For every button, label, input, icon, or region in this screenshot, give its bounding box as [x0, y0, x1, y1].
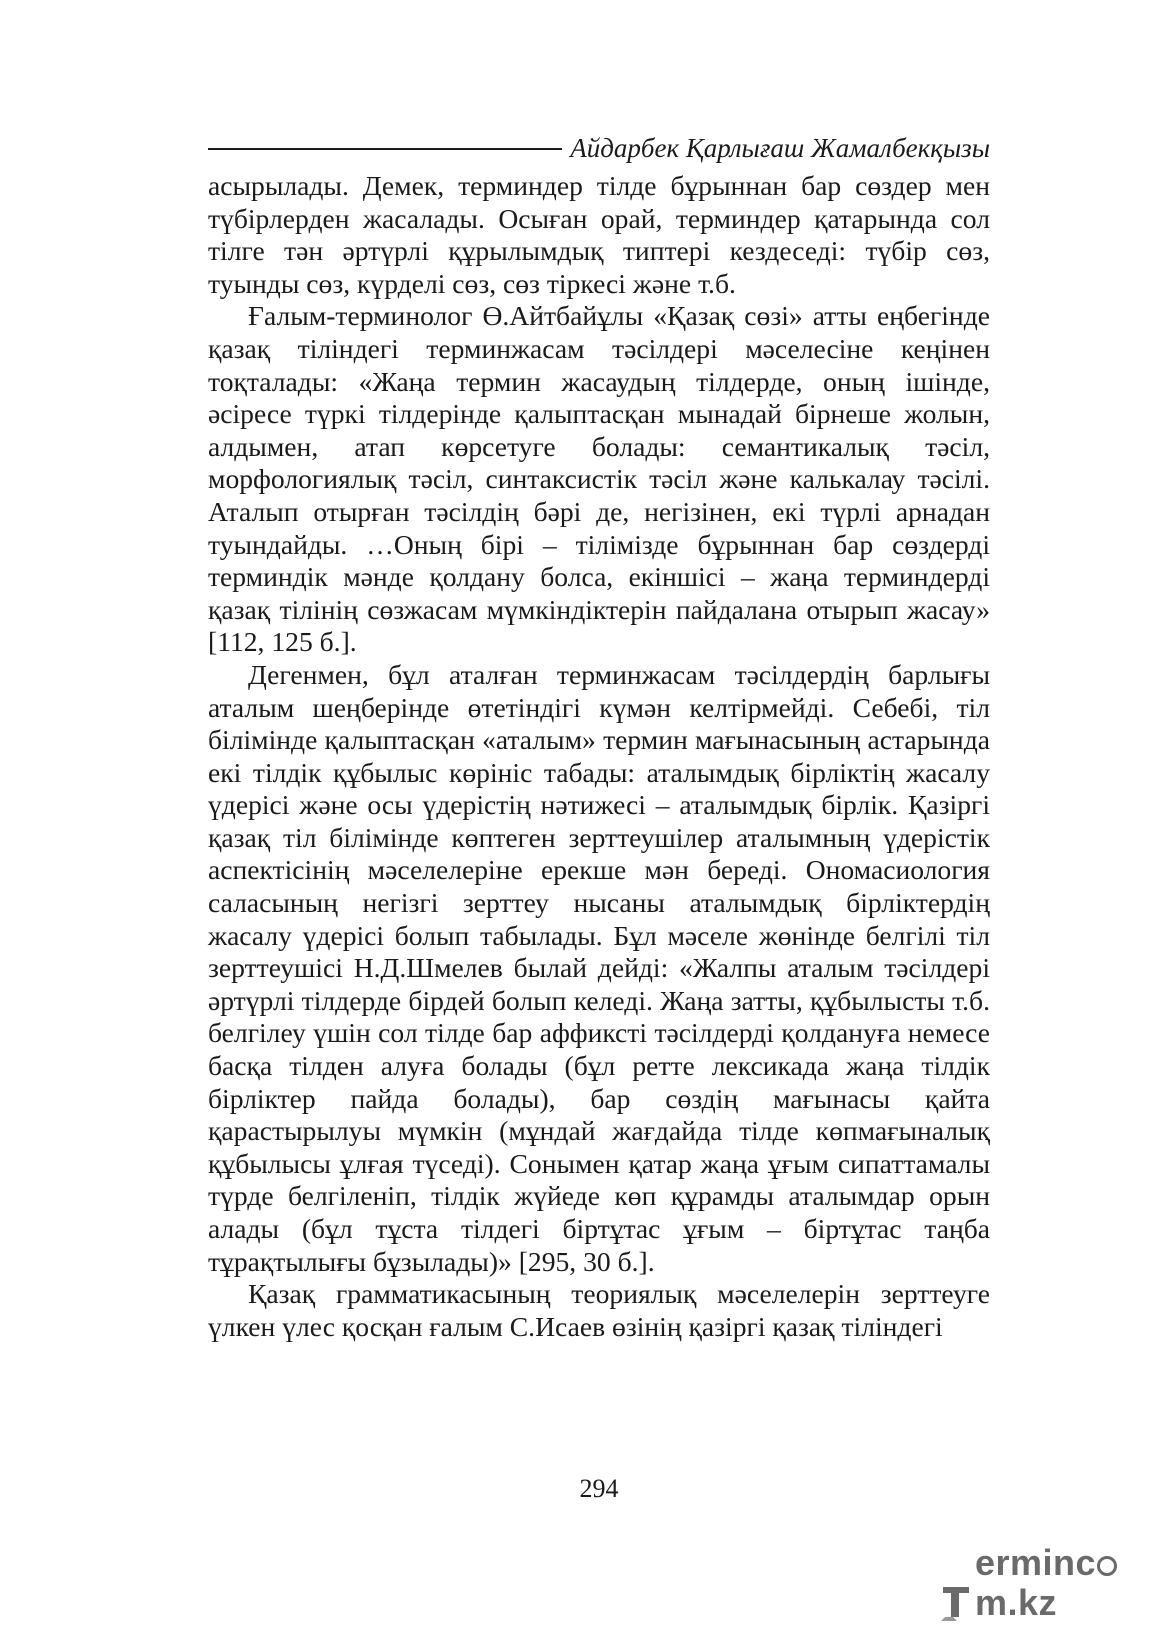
header-author: Айдарбек Қарлығаш Жамалбекқызы — [570, 132, 990, 163]
termincom-watermark-logo — [939, 1542, 1144, 1623]
running-header — [208, 130, 990, 166]
header-rule — [208, 148, 562, 150]
paragraph-continued: асырылады. Демек, терминдер тілде бұрыннан бар сөздер мен түбірлерден жасалады. Осыған орай, терминдер қатарында сол тілге тән әртүрлі құрылымдық типтері кездеседі: түбір сөз, туынды сөз, күрделі сөз, сөз тіркесі және т.б. — [208, 170, 990, 299]
watermark-t-icon — [939, 1583, 973, 1623]
page-number: 294 — [579, 1474, 619, 1503]
paragraph: Дегенмен, бұл аталған терминжасам тәсілдердің барлығы аталым шеңберінде өтетіндігі күмән келтірмейді. Себебі, тіл білімінде қалыптасқан «аталым» термин мағынасының астарында екі тілдік құбылыс көрініс табады: аталымдық бірліктің жасалу үдерісі және осы үдерістің нәтижесі – аталымдық бірлік. Қазіргі қазақ тіл білімінде көптеген зерттеушілер аталымның үдерістік аспектісінің мәселелеріне ерекше мән береді. Ономасиология саласының негізгі зерттеу нысаны аталымдық бірліктердің жасалу үдерісі болып табылады. Бұл мәселе жөнінде белгілі тіл зерттеушісі Н.Д.Шмелев былай дейді: «Жалпы аталым тәсілдері әртүрлі тілдерде бірдей болып келеді. Жаңа затты, құбылысты т.б. белгілеу үшін сол тілде бар аффиксті тәсілдерді қолдануға немесе басқа тілден алуға болады (бұл ретте лексикада жаңа тілдік бірліктер пайда болады), бар сөздің мағынасы қайта қарастырылуы мүмкін (мұндай жағдайда тілде көпмағыналық құбылысы ұлғая түседі). Сонымен қатар жаңа ұғым сипаттамалы түрде белгіленіп, тілдік жүйеде көп құрамды аталымдар орын алады (бұл тұста тілдегі біртұтас ұғым – біртұтас таңба тұрақтылығы бұзылады)» [295, 30 б.]. — [208, 658, 990, 1277]
paragraph: Ғалым-терминолог Ө.Айтбайұлы «Қазақ сөзі» атты еңбегінде қазақ тіліндегі терминжасам тәсілдері мәселесіне кеңінен тоқталады: «Жаңа термин жасаудың тілдерде, оның ішінде, әсіресе түркі тілдерінде қалыптасқан мынадай бірнеше жолын, алдымен, атап көрсетуге болады: семантикалық тәсіл, морфологиялық тәсіл, синтаксистік тәсіл және калькалау тәсілі. Аталып отырған тәсілдің бәрі де, негізінен, екі түрлі арнадан туындайды. …Оның бірі – тілімізде бұрыннан бар сөздерді терминдік мәнде қолдану болса, екіншісі – жаңа терминдерді қазақ тілінің сөзжасам мүмкіндіктерін пайдалана отырып жасау» [112, 125 б.]. — [208, 300, 990, 658]
paragraph: Қазақ грамматикасының теориялық мәселелерін зерттеуге үлкен үлес қосқан ғалым С.Исаев өзінің қазіргі қазақ тіліндегі — [208, 1278, 990, 1342]
page-body — [208, 170, 990, 1343]
watermark-text: ermincm.kz — [975, 1543, 1144, 1623]
